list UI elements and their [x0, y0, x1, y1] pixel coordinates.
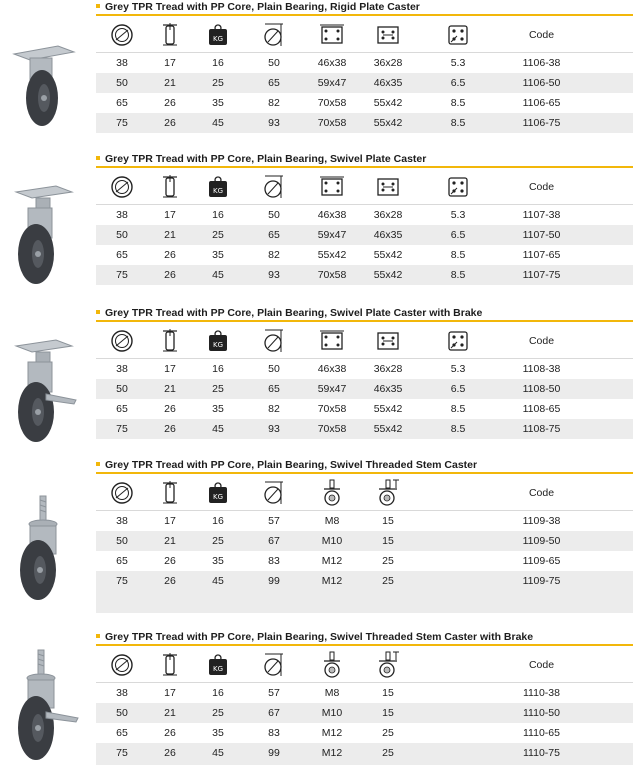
table-cell: 82 — [268, 97, 280, 109]
table-cell: 26 — [164, 97, 176, 109]
table-cell: 46x38 — [317, 57, 347, 69]
table-cell: 25 — [212, 77, 224, 89]
title-bullet — [96, 156, 100, 160]
product-code-cell: 1109-38 — [522, 515, 561, 527]
section-title — [96, 458, 477, 472]
product-code-cell: 1109-65 — [522, 555, 561, 567]
table-cell: M10 — [321, 535, 343, 547]
table-cell: 16 — [212, 57, 224, 69]
bolt-hole-spacing-icon — [360, 324, 416, 358]
product-code-cell: 1110-50 — [523, 707, 560, 719]
overall-height-icon — [244, 324, 304, 358]
table-row — [96, 743, 633, 763]
rigid-plate-caster-image — [6, 40, 86, 130]
table-cell: 15 — [382, 687, 394, 699]
section-title — [96, 0, 420, 14]
title-underline — [96, 166, 633, 168]
table-cell: 6.5 — [450, 383, 466, 395]
table-cell: 45 — [212, 423, 224, 435]
table-cell: 99 — [268, 575, 280, 587]
bolt-hole-spacing-icon — [360, 170, 416, 204]
table-cell: 15 — [382, 515, 394, 527]
title-bullet — [96, 634, 100, 638]
table-cell: 57 — [268, 687, 280, 699]
table-cell: 55x42 — [373, 117, 403, 129]
title-bullet — [96, 4, 100, 8]
section-title-text: Grey TPR Tread with PP Core, Plain Bearing, Swivel Threaded Stem Caster — [105, 459, 478, 471]
table-cell: 38 — [116, 515, 128, 527]
table-cell: 50 — [116, 383, 128, 395]
product-code-cell: 1108-65 — [522, 403, 561, 415]
wheel-diameter-icon — [96, 324, 148, 358]
table-cell: 17 — [164, 57, 176, 69]
table-cell: 75 — [116, 575, 128, 587]
product-code-cell: 1108-50 — [522, 383, 561, 395]
table-cell: 65 — [116, 249, 128, 261]
table-cell: 45 — [212, 269, 224, 281]
table-cell: 65 — [268, 77, 280, 89]
overall-height-icon — [244, 648, 304, 682]
table-cell: M8 — [324, 687, 340, 699]
table-row — [96, 399, 633, 419]
table-cell: 26 — [164, 555, 176, 567]
overall-height-icon — [244, 170, 304, 204]
table-cell: 25 — [212, 535, 224, 547]
section-title-text: Grey TPR Tread with PP Core, Plain Bearing, Rigid Plate Caster — [105, 1, 420, 13]
table-cell: 75 — [116, 269, 128, 281]
code-header: Code — [528, 487, 555, 499]
table-cell: 50 — [116, 229, 128, 241]
load-weight-icon — [192, 170, 244, 204]
table-row — [96, 113, 633, 133]
table-cell: 46x35 — [373, 77, 403, 89]
spec-rows — [96, 511, 633, 591]
table-cell: 36x28 — [373, 57, 403, 69]
table-cell: 25 — [212, 707, 224, 719]
spec-table-header — [96, 18, 633, 53]
section-title — [96, 306, 482, 320]
bolt-hole-spacing-icon — [360, 18, 416, 52]
table-cell: 6.5 — [450, 77, 466, 89]
table-cell: M12 — [321, 727, 343, 739]
table-cell: 36x28 — [373, 363, 403, 375]
table-cell: 16 — [212, 209, 224, 221]
table-cell: 26 — [164, 747, 176, 759]
table-cell: 50 — [268, 363, 280, 375]
table-cell: M12 — [321, 747, 343, 759]
wheel-diameter-icon — [96, 170, 148, 204]
table-cell: 25 — [382, 727, 394, 739]
table-cell: 26 — [164, 249, 176, 261]
table-cell: 15 — [382, 707, 394, 719]
product-code-cell: 1107-38 — [522, 209, 561, 221]
table-cell: 6.5 — [450, 229, 466, 241]
threaded-stem-brake-caster-image — [6, 648, 86, 765]
spec-table — [96, 170, 633, 285]
spec-table — [96, 476, 633, 613]
table-cell: 75 — [116, 747, 128, 759]
table-cell: M8 — [324, 515, 340, 527]
table-cell: 65 — [116, 403, 128, 415]
table-cell: 75 — [116, 423, 128, 435]
table-cell: M12 — [321, 555, 343, 567]
product-code-cell: 1110-75 — [523, 747, 560, 759]
table-row — [96, 419, 633, 439]
bolt-hole-diameter-icon — [416, 18, 500, 52]
table-cell: 65 — [116, 727, 128, 739]
weight-icon-label: KG — [212, 187, 224, 195]
product-code-cell: 1108-38 — [522, 363, 561, 375]
title-underline — [96, 644, 633, 646]
weight-icon-label: KG — [212, 665, 224, 673]
table-cell: 26 — [164, 727, 176, 739]
code-header: Code — [528, 335, 555, 347]
table-cell: 35 — [212, 555, 224, 567]
product-code-cell: 1106-75 — [522, 117, 561, 129]
table-cell: 5.3 — [450, 363, 466, 375]
spec-table — [96, 648, 633, 765]
spec-rows — [96, 53, 633, 133]
table-row — [96, 683, 633, 703]
table-cell: 16 — [212, 687, 224, 699]
table-cell: 35 — [212, 403, 224, 415]
table-cell: 35 — [212, 249, 224, 261]
section-title — [96, 152, 426, 166]
table-cell: 65 — [116, 97, 128, 109]
weight-icon-label: KG — [212, 35, 224, 43]
plate-size-icon — [304, 324, 360, 358]
overall-height-icon — [244, 18, 304, 52]
table-cell: 25 — [212, 383, 224, 395]
thread-length-icon — [360, 648, 416, 682]
table-cell: 26 — [164, 269, 176, 281]
table-cell: 46x35 — [373, 229, 403, 241]
table-cell: 67 — [268, 535, 280, 547]
wheel-diameter-icon — [96, 476, 148, 510]
table-cell: 93 — [268, 269, 280, 281]
product-code-cell: 1110-38 — [523, 687, 560, 699]
table-cell: M12 — [321, 575, 343, 587]
table-cell: 46x38 — [317, 209, 347, 221]
swivel-plate-caster-image — [6, 182, 86, 292]
table-cell: 46x38 — [317, 363, 347, 375]
table-row — [96, 379, 633, 399]
table-row — [96, 723, 633, 743]
table-cell: 21 — [164, 77, 176, 89]
section-title-text: Grey TPR Tread with PP Core, Plain Bearing, Swivel Plate Caster — [105, 153, 427, 165]
product-code-cell: 1109-50 — [522, 535, 561, 547]
swivel-plate-brake-caster-image — [6, 336, 86, 452]
thread-size-icon — [304, 476, 360, 510]
table-row — [96, 359, 633, 379]
table-row — [96, 53, 633, 73]
table-cell: 55x42 — [373, 403, 403, 415]
spec-table-header — [96, 170, 633, 205]
wheel-width-icon — [148, 476, 192, 510]
table-cell: 5.3 — [450, 57, 466, 69]
table-cell: 17 — [164, 209, 176, 221]
code-header: Code — [528, 181, 555, 193]
table-cell: 16 — [212, 363, 224, 375]
table-cell: 36x28 — [373, 209, 403, 221]
table-cell: 82 — [268, 403, 280, 415]
table-row — [96, 245, 633, 265]
table-row — [96, 551, 633, 571]
spec-table — [96, 324, 633, 439]
table-cell: 70x58 — [317, 117, 347, 129]
table-row — [96, 511, 633, 531]
table-cell: 8.5 — [450, 423, 466, 435]
weight-icon-label: KG — [212, 341, 224, 349]
table-cell: 55x42 — [373, 249, 403, 261]
section-title-text: Grey TPR Tread with PP Core, Plain Bearing, Swivel Threaded Stem Caster with Brake — [105, 631, 534, 643]
wheel-diameter-icon — [96, 18, 148, 52]
load-weight-icon — [192, 476, 244, 510]
table-cell: 8.5 — [450, 249, 466, 261]
thread-size-icon — [304, 648, 360, 682]
table-cell: 21 — [164, 229, 176, 241]
product-code-cell: 1110-65 — [523, 727, 560, 739]
table-cell: 55x42 — [317, 249, 347, 261]
table-cell: 82 — [268, 249, 280, 261]
table-filler-row — [96, 591, 633, 613]
table-cell: 65 — [116, 555, 128, 567]
wheel-diameter-icon — [96, 648, 148, 682]
table-cell: 57 — [268, 515, 280, 527]
table-cell: 21 — [164, 535, 176, 547]
table-cell: 17 — [164, 515, 176, 527]
title-underline — [96, 320, 633, 322]
table-cell: 50 — [268, 57, 280, 69]
table-cell: 59x47 — [317, 229, 347, 241]
table-cell: 25 — [212, 229, 224, 241]
table-cell: 45 — [212, 117, 224, 129]
table-cell: 75 — [116, 117, 128, 129]
table-cell: 38 — [116, 209, 128, 221]
product-code-cell: 1107-65 — [522, 249, 561, 261]
table-cell: 70x58 — [317, 269, 347, 281]
table-cell: 15 — [382, 535, 394, 547]
table-cell: 21 — [164, 383, 176, 395]
table-row — [96, 225, 633, 245]
table-cell: 16 — [212, 515, 224, 527]
spec-table — [96, 18, 633, 133]
table-cell: 25 — [382, 555, 394, 567]
table-cell: 65 — [268, 229, 280, 241]
table-cell: M10 — [321, 707, 343, 719]
table-cell: 50 — [268, 209, 280, 221]
table-cell: 8.5 — [450, 269, 466, 281]
product-code-cell: 1106-38 — [522, 57, 561, 69]
table-cell: 17 — [164, 363, 176, 375]
section-title-text: Grey TPR Tread with PP Core, Plain Bearing, Swivel Plate Caster with Brake — [105, 307, 483, 319]
table-cell: 93 — [268, 117, 280, 129]
table-cell: 35 — [212, 727, 224, 739]
plate-size-icon — [304, 170, 360, 204]
load-weight-icon — [192, 648, 244, 682]
table-cell: 70x58 — [317, 403, 347, 415]
table-cell: 46x35 — [373, 383, 403, 395]
wheel-width-icon — [148, 648, 192, 682]
table-cell: 45 — [212, 575, 224, 587]
table-cell: 83 — [268, 555, 280, 567]
table-row — [96, 73, 633, 93]
table-row — [96, 265, 633, 285]
table-cell: 99 — [268, 747, 280, 759]
table-cell: 38 — [116, 363, 128, 375]
spec-table-header — [96, 324, 633, 359]
spec-rows — [96, 359, 633, 439]
table-cell: 67 — [268, 707, 280, 719]
bolt-hole-diameter-icon — [416, 324, 500, 358]
weight-icon-label: KG — [212, 493, 224, 501]
product-code-cell: 1107-75 — [522, 269, 561, 281]
spec-table-header — [96, 476, 633, 511]
table-cell: 5.3 — [450, 209, 466, 221]
table-row — [96, 205, 633, 225]
product-code-cell: 1108-75 — [522, 423, 561, 435]
table-cell: 21 — [164, 707, 176, 719]
table-cell: 55x42 — [373, 97, 403, 109]
code-header: Code — [528, 659, 555, 671]
spec-rows — [96, 683, 633, 763]
overall-height-icon — [244, 476, 304, 510]
table-row — [96, 93, 633, 113]
wheel-width-icon — [148, 170, 192, 204]
thread-length-icon — [360, 476, 416, 510]
table-cell: 50 — [116, 77, 128, 89]
spec-table-header — [96, 648, 633, 683]
table-cell: 26 — [164, 117, 176, 129]
threaded-stem-caster-image — [6, 494, 86, 604]
table-cell: 35 — [212, 97, 224, 109]
section-title — [96, 630, 533, 644]
code-header: Code — [528, 29, 555, 41]
table-cell: 65 — [268, 383, 280, 395]
table-cell: 8.5 — [450, 97, 466, 109]
table-cell: 26 — [164, 403, 176, 415]
table-cell: 93 — [268, 423, 280, 435]
table-cell: 50 — [116, 535, 128, 547]
table-cell: 55x42 — [373, 269, 403, 281]
table-cell: 70x58 — [317, 97, 347, 109]
table-cell: 45 — [212, 747, 224, 759]
wheel-width-icon — [148, 18, 192, 52]
product-code-cell: 1106-65 — [522, 97, 561, 109]
table-cell: 70x58 — [317, 423, 347, 435]
load-weight-icon — [192, 324, 244, 358]
title-underline — [96, 472, 633, 474]
load-weight-icon — [192, 18, 244, 52]
table-cell: 50 — [116, 707, 128, 719]
table-cell: 8.5 — [450, 403, 466, 415]
bolt-hole-diameter-icon — [416, 170, 500, 204]
title-underline — [96, 14, 633, 16]
table-cell: 8.5 — [450, 117, 466, 129]
table-cell: 26 — [164, 575, 176, 587]
product-code-cell: 1109-75 — [522, 575, 561, 587]
title-bullet — [96, 462, 100, 466]
table-cell: 59x47 — [317, 77, 347, 89]
table-cell: 17 — [164, 687, 176, 699]
wheel-width-icon — [148, 324, 192, 358]
table-cell: 26 — [164, 423, 176, 435]
table-row — [96, 571, 633, 591]
table-cell: 59x47 — [317, 383, 347, 395]
product-code-cell: 1107-50 — [522, 229, 561, 241]
table-cell: 83 — [268, 727, 280, 739]
title-bullet — [96, 310, 100, 314]
table-cell: 55x42 — [373, 423, 403, 435]
table-cell: 25 — [382, 575, 394, 587]
table-row — [96, 531, 633, 551]
product-code-cell: 1106-50 — [522, 77, 561, 89]
plate-size-icon — [304, 18, 360, 52]
table-row — [96, 703, 633, 723]
table-cell: 25 — [382, 747, 394, 759]
table-cell: 38 — [116, 687, 128, 699]
spec-rows — [96, 205, 633, 285]
table-cell: 38 — [116, 57, 128, 69]
